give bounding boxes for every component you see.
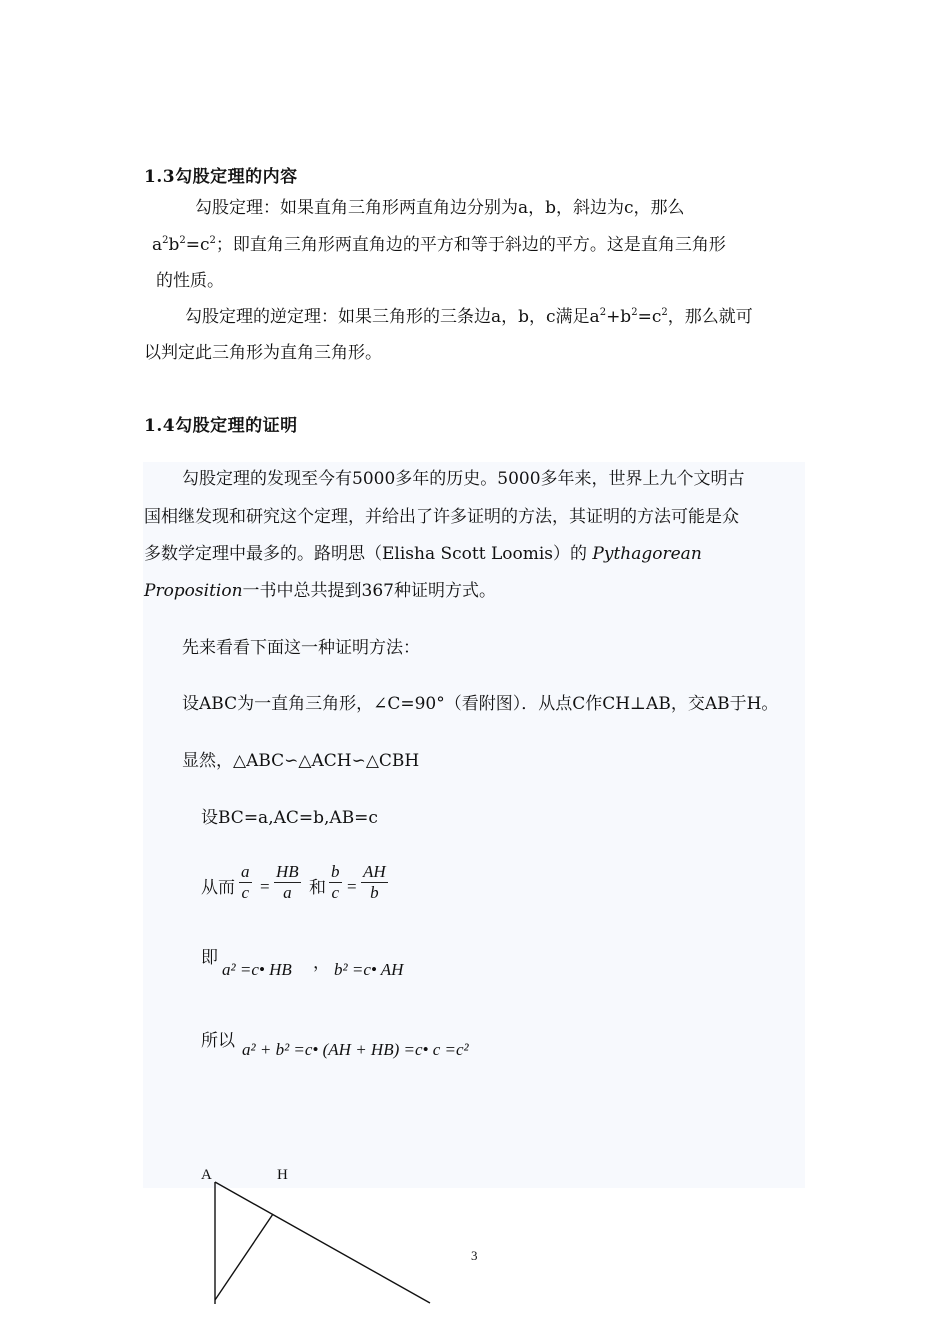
figure-label-h: H	[277, 1167, 288, 1183]
equals-sign-2: =	[347, 877, 357, 896]
theorem-line-2: $a^2b^2=c^2$；即直角三角形两直角边的平方和等于斜边的平方。这是直角三角形	[152, 235, 726, 255]
and-label: 和	[309, 878, 326, 898]
ie-separator: ，	[313, 953, 330, 973]
ie-formula-2: b² =c• AH	[334, 960, 404, 979]
proof-lead: 先来看看下面这一种证明方法：	[182, 638, 420, 658]
theorem-line-1: 勾股定理：如果直角三角形两直角边分别为a，b，斜边为c，那么	[195, 198, 685, 218]
theorem-line-3: 的性质。	[156, 271, 224, 291]
converse-line-2: 以判定此三角形为直角三角形。	[144, 343, 382, 363]
intro-line-2: 国相继发现和研究这个定理，并给出了许多证明的方法，其证明的方法可能是众	[144, 507, 739, 527]
fraction-a-over-c: $\frac{a}{c}$	[241, 862, 250, 902]
fraction-hb-over-a: $\frac{HB}{a}$	[276, 862, 299, 902]
ie-formula-1: a² =c• HB	[222, 960, 292, 979]
equals-sign-1: =	[260, 877, 270, 896]
so-label: 所以	[201, 1031, 235, 1051]
ie-label: 即	[201, 948, 218, 968]
intro-line-3: 多数学定理中最多的。路明思（Elisha Scott Loomis）的 Pythagorean	[144, 544, 702, 564]
proof-setup: 设ABC为一直角三角形，∠C=90°（看附图）．从点C作CH⊥AB，交AB于H。	[182, 694, 779, 714]
section-heading-1-4: 1.4勾股定理的证明	[144, 416, 298, 436]
triangle-altitude-ch	[215, 1214, 273, 1300]
fraction-ah-over-b: $\frac{AH}{b}$	[363, 862, 386, 902]
figure-label-a: A	[201, 1167, 212, 1183]
proof-let-sides: 设BC=a,AC=b,AB=c	[201, 808, 378, 828]
fraction-b-over-c: $\frac{b}{c}$	[331, 862, 340, 902]
triangle-hypotenuse-ab	[215, 1182, 430, 1303]
page-number: 3	[471, 1248, 478, 1263]
converse-line-1: 勾股定理的逆定理：如果三角形的三条边a，b，c满足$a^2+b^2=c^2$，那么就可	[185, 307, 753, 327]
intro-line-1: 勾股定理的发现至今有5000多年的历史。5000多年来，世界上九个文明古	[182, 469, 745, 489]
proof-similar: 显然，△ABC∽△ACH∽△CBH	[182, 751, 420, 771]
thus-label: 从而	[201, 878, 235, 898]
so-formula: a² + b² =c• (AH + HB) =c• c =c²	[242, 1040, 469, 1059]
section-heading-1-3: 1.3勾股定理的内容	[144, 167, 298, 187]
intro-line-4: Proposition一书中总共提到367种证明方式。	[144, 581, 496, 601]
